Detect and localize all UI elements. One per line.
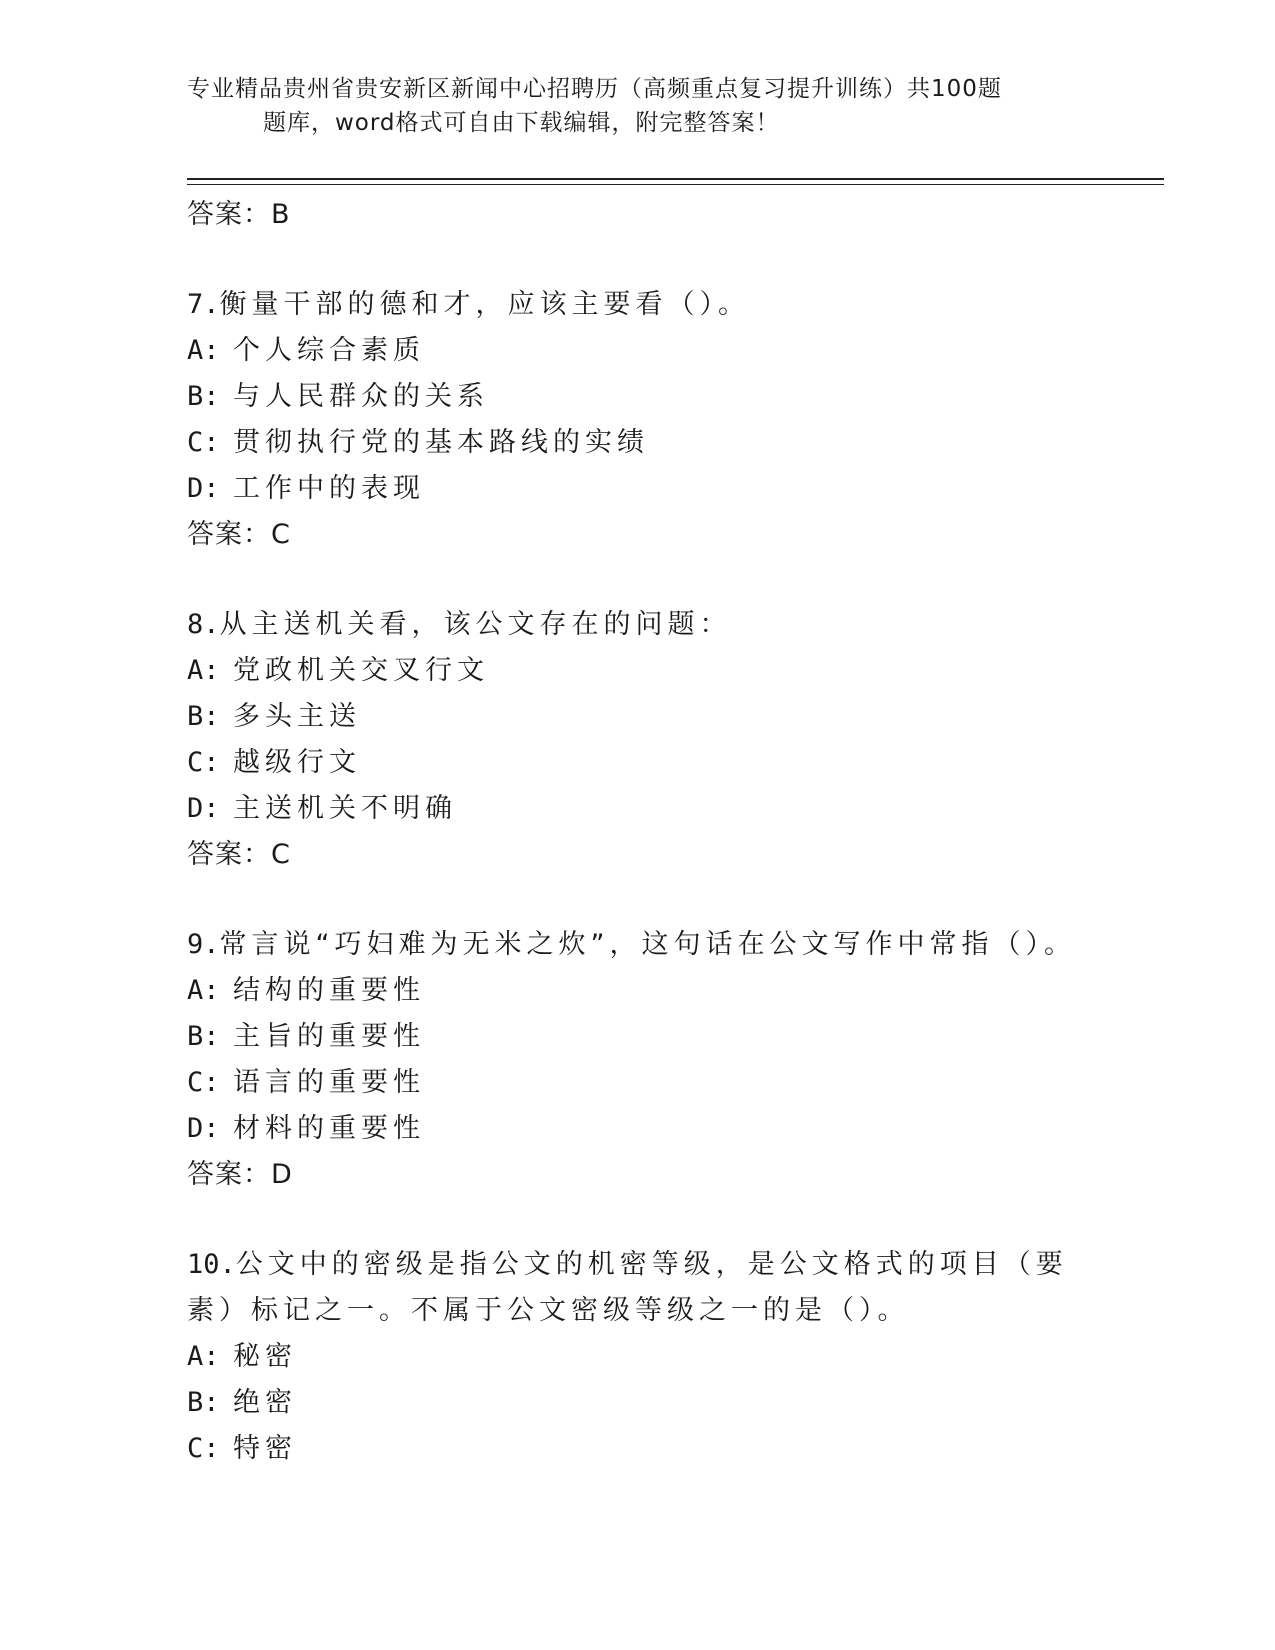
question-list	[187, 190, 1087, 1472]
previous-question-answer: 答案：B	[187, 199, 291, 230]
question-number: 10.	[187, 1249, 236, 1280]
question-stem	[187, 602, 1087, 648]
option-b	[187, 1380, 1087, 1426]
question-text: 公文中的密级是指公文的机密等级，是公文格式的项目（要素）标记之一。不属于公文密级等级之一的是（）。	[187, 1249, 1068, 1326]
option-text: 与人民群众的关系	[233, 381, 489, 412]
question-answer: 答案：D	[187, 1159, 293, 1190]
option-text: 主旨的重要性	[233, 1021, 425, 1052]
question-item	[187, 1242, 1087, 1472]
option-text: 党政机关交叉行文	[233, 655, 489, 686]
question-text: 从主送机关看，该公文存在的问题：	[219, 609, 732, 640]
option-text: 秘密	[233, 1341, 297, 1372]
option-text: 特密	[233, 1433, 297, 1464]
option-key: B:	[187, 1021, 220, 1052]
header-divider-thin	[187, 184, 1164, 185]
option-text: 多头主送	[233, 701, 361, 732]
option-key: B:	[187, 701, 220, 732]
option-c	[187, 1060, 1087, 1106]
option-d	[187, 1106, 1087, 1152]
option-a	[187, 328, 1087, 374]
question-text: 常言说“巧妇难为无米之炊”，这句话在公文写作中常指（）。	[219, 929, 1076, 960]
option-a	[187, 1334, 1087, 1380]
option-d	[187, 466, 1087, 512]
option-b	[187, 374, 1087, 420]
question-number: 8.	[187, 609, 220, 640]
question-number: 9.	[187, 929, 220, 960]
option-key: D:	[187, 473, 220, 504]
question-answer: 答案：C	[187, 519, 291, 550]
option-key: B:	[187, 1387, 220, 1418]
question-item	[187, 282, 1087, 558]
question-stem	[187, 922, 1087, 968]
option-text: 个人综合素质	[233, 335, 425, 366]
option-key: A:	[187, 1341, 220, 1372]
option-key: C:	[187, 427, 220, 458]
question-text: 衡量干部的德和才，应该主要看（）。	[219, 289, 751, 320]
document-header	[187, 72, 1067, 140]
option-c	[187, 1426, 1087, 1472]
option-text: 语言的重要性	[233, 1067, 425, 1098]
question-stem	[187, 1242, 1087, 1334]
option-b	[187, 694, 1087, 740]
option-key: C:	[187, 747, 220, 778]
header-title-line2: 题库，word格式可自由下载编辑，附完整答案！	[263, 110, 780, 136]
option-d	[187, 786, 1087, 832]
option-a	[187, 968, 1087, 1014]
option-key: A:	[187, 335, 220, 366]
question-number: 7.	[187, 289, 220, 320]
option-a	[187, 648, 1087, 694]
option-key: C:	[187, 1067, 220, 1098]
question-answer: 答案：C	[187, 839, 291, 870]
option-text: 材料的重要性	[233, 1113, 425, 1144]
header-title-line1: 专业精品贵州省贵安新区新闻中心招聘历（高频重点复习提升训练）共100题	[187, 76, 1002, 102]
option-text: 工作中的表现	[233, 473, 425, 504]
option-text: 主送机关不明确	[233, 793, 457, 824]
option-key: A:	[187, 975, 220, 1006]
question-stem	[187, 282, 1087, 328]
option-text: 结构的重要性	[233, 975, 425, 1006]
option-text: 贯彻执行党的基本路线的实绩	[233, 427, 649, 458]
question-item	[187, 922, 1087, 1198]
option-key: A:	[187, 655, 220, 686]
option-text: 越级行文	[233, 747, 361, 778]
option-key: C:	[187, 1433, 220, 1464]
option-key: D:	[187, 1113, 220, 1144]
option-text: 绝密	[233, 1387, 297, 1418]
option-key: D:	[187, 793, 220, 824]
header-divider-thick	[187, 178, 1164, 180]
option-b	[187, 1014, 1087, 1060]
option-c	[187, 740, 1087, 786]
option-key: B:	[187, 381, 220, 412]
option-c	[187, 420, 1087, 466]
question-item	[187, 602, 1087, 878]
